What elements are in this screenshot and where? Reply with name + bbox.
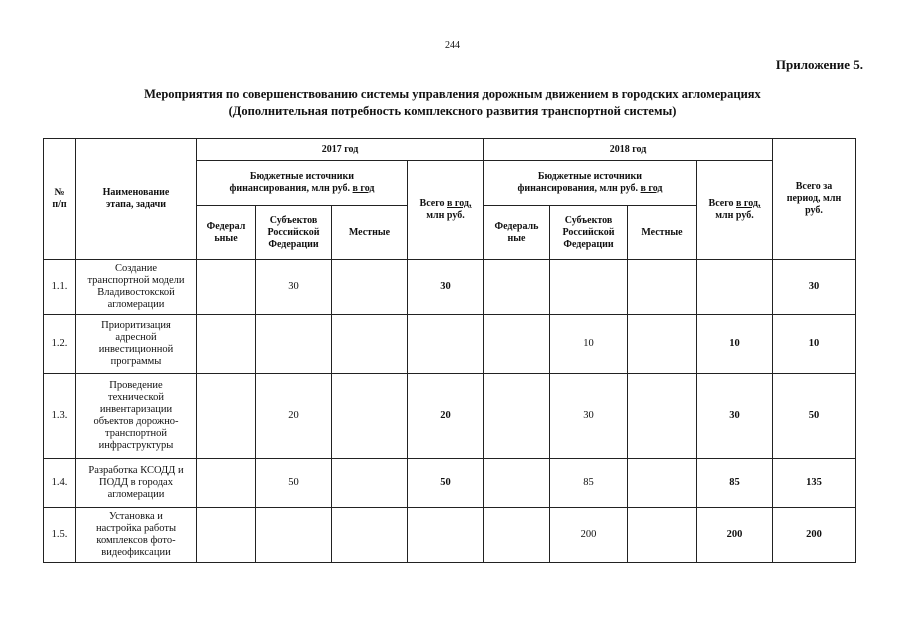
cell-total-2017	[408, 315, 484, 374]
cell-total-2018: 30	[697, 374, 773, 459]
header-local-2017: Местные	[332, 206, 408, 260]
cell-local-2017	[332, 315, 408, 374]
cell-total-2018	[697, 260, 773, 315]
cell-federal-2017	[197, 315, 256, 374]
header-federal-2018: Федераль ные	[484, 206, 550, 260]
row-name: Разработка КСОДД и ПОДД в городах агломерации	[76, 459, 197, 508]
row-num: 1.4.	[44, 459, 76, 508]
cell-subjects-2017	[256, 508, 332, 563]
cell-total-2017: 30	[408, 260, 484, 315]
table-row	[44, 459, 856, 508]
cell-federal-2018	[484, 260, 550, 315]
cell-local-2017	[332, 260, 408, 315]
row-num: 1.1.	[44, 260, 76, 315]
cell-local-2018	[628, 508, 697, 563]
cell-local-2018	[628, 315, 697, 374]
appendix-label: Приложение 5.	[775, 57, 863, 72]
row-name: Создание транспортной модели Владивостокской агломерации	[76, 260, 197, 315]
cell-subjects-2018: 10	[550, 315, 628, 374]
cell-federal-2018	[484, 459, 550, 508]
header-year-2017: 2017 год	[197, 139, 484, 161]
row-num: 1.2.	[44, 315, 76, 374]
cell-total-period: 30	[773, 260, 856, 315]
cell-federal-2017	[197, 459, 256, 508]
cell-subjects-2018: 200	[550, 508, 628, 563]
cell-subjects-2017	[256, 315, 332, 374]
cell-federal-2018	[484, 508, 550, 563]
cell-local-2017	[332, 508, 408, 563]
cell-total-period: 10	[773, 315, 856, 374]
cell-total-period: 200	[773, 508, 856, 563]
document-title	[0, 86, 905, 120]
page-number: 244	[445, 40, 460, 51]
row-num: 1.3.	[44, 374, 76, 459]
row-name: Приоритизация адресной инвестиционной программы	[76, 315, 197, 374]
cell-total-2017	[408, 508, 484, 563]
cell-total-2018: 200	[697, 508, 773, 563]
title-line-1: Мероприятия по совершенствованию системы управления дорожным движением в городских агломерациях	[144, 87, 761, 101]
cell-subjects-2017: 50	[256, 459, 332, 508]
table-row	[44, 315, 856, 374]
table-row	[44, 508, 856, 563]
header-local-2018: Местные	[628, 206, 697, 260]
cell-total-2017: 50	[408, 459, 484, 508]
table-row	[44, 374, 856, 459]
cell-subjects-2018	[550, 260, 628, 315]
header-subjects-2018: Субъектов Российской Федерации	[550, 206, 628, 260]
cell-local-2018	[628, 260, 697, 315]
cell-total-period: 135	[773, 459, 856, 508]
row-num: 1.5.	[44, 508, 76, 563]
header-total-2018: Всего в год, млн руб.	[697, 161, 773, 260]
header-num: № п/п	[44, 139, 76, 260]
cell-subjects-2017: 30	[256, 260, 332, 315]
cell-federal-2017	[197, 374, 256, 459]
row-name: Установка и настройка работы комплексов фото- видеофиксации	[76, 508, 197, 563]
header-year-2018: 2018 год	[484, 139, 773, 161]
header-total-period: Всего за период, млн руб.	[773, 139, 856, 260]
title-line-2: (Дополнительная потребность комплексного развития транспортной системы)	[228, 104, 677, 118]
cell-total-2018: 10	[697, 315, 773, 374]
cell-total-2018: 85	[697, 459, 773, 508]
header-budget-sources-2018: Бюджетные источники финансирования, млн руб. в год	[484, 161, 697, 206]
cell-federal-2017	[197, 260, 256, 315]
cell-local-2018	[628, 374, 697, 459]
cell-local-2018	[628, 459, 697, 508]
row-name: Проведение технической инвентаризации объектов дорожно- транспортной инфраструктуры	[76, 374, 197, 459]
header-federal-2017: Федерал ьные	[197, 206, 256, 260]
measures-table	[43, 138, 856, 563]
cell-local-2017	[332, 374, 408, 459]
cell-federal-2018	[484, 315, 550, 374]
header-subjects-2017: Субъектов Российской Федерации	[256, 206, 332, 260]
header-name: Наименование этапа, задачи	[76, 139, 197, 260]
table-row	[44, 260, 856, 315]
header-total-2017: Всего в год, млн руб.	[408, 161, 484, 260]
cell-local-2017	[332, 459, 408, 508]
cell-total-2017: 20	[408, 374, 484, 459]
cell-subjects-2018: 30	[550, 374, 628, 459]
cell-federal-2018	[484, 374, 550, 459]
cell-federal-2017	[197, 508, 256, 563]
header-budget-sources-2017: Бюджетные источники финансирования, млн руб. в год	[197, 161, 408, 206]
cell-subjects-2018: 85	[550, 459, 628, 508]
cell-subjects-2017: 20	[256, 374, 332, 459]
cell-total-period: 50	[773, 374, 856, 459]
